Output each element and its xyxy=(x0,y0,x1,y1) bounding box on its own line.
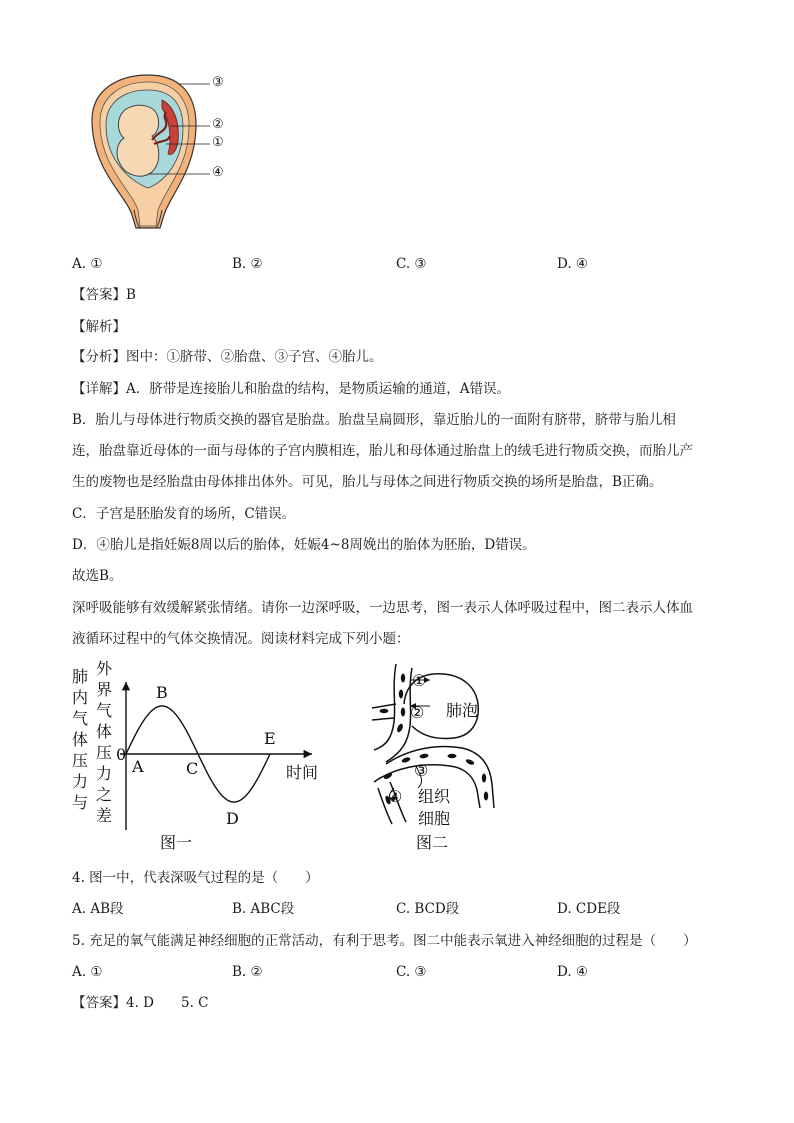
fig2-label-1: ① xyxy=(412,671,427,690)
ylabel-left-char: 力 xyxy=(72,772,89,791)
fig1-label-4: ④ xyxy=(212,165,224,180)
fig2-label-2: ② xyxy=(410,703,425,722)
option-a: A. ① xyxy=(72,256,103,272)
ylabel-left-char: 肺 xyxy=(72,667,89,686)
fig2-label-3: ③ xyxy=(414,761,429,780)
option-d: D. ④ xyxy=(557,256,589,272)
ylabel-right-char: 之 xyxy=(96,785,113,804)
respiration-chart xyxy=(68,660,338,855)
ylabel-left-char: 与 xyxy=(72,793,89,812)
analysis-line: 【分析】图中：①脐带、②胎盘、③子宫、④胎儿。 xyxy=(72,349,383,365)
q5-option-c: C. ③ xyxy=(396,964,427,980)
ylabel-right-char: 外 xyxy=(96,660,113,678)
q4-option-c: C. BCD段 xyxy=(396,901,460,917)
ylabel-left-char: 气 xyxy=(72,709,89,728)
analysis-title: 【解析】 xyxy=(72,319,126,335)
ylabel-right-char: 力 xyxy=(96,764,113,783)
fig2-label-4: ④ xyxy=(388,787,403,806)
q4-option-d: D. CDE段 xyxy=(557,901,621,917)
detail-d: D．④胎儿是指妊娠8周以后的胎体，妊娠4~8周娩出的胎体为胚胎，D错误。 xyxy=(72,537,536,553)
chart-title: 图一 xyxy=(160,833,193,852)
detail-b3: 生的废物也是经胎盘由母体排出体外。可见，胎儿与母体之间进行物质交换的场所是胎盘，B正确。 xyxy=(72,474,663,490)
ylabel-right-char: 压 xyxy=(96,743,113,762)
origin-label: 0 xyxy=(116,745,127,764)
material-p1: 深呼吸能够有效缓解紧张情绪。请你一边深呼吸，一边思考，图一表示人体呼吸过程中，图二表示人体血 xyxy=(72,600,693,616)
detail-b1: B．胎儿与母体进行物质交换的器官是胎盘。胎盘呈扁圆形，靠近胎儿的一面附有脐带，脐带与胎儿相 xyxy=(72,412,676,428)
capillary-upper xyxy=(374,664,412,762)
point-label-d: D xyxy=(226,809,239,828)
fetus xyxy=(117,105,159,176)
ylabel-right-char: 差 xyxy=(96,806,113,825)
answer-line: 【答案】B xyxy=(72,287,136,303)
q5-option-d: D. ④ xyxy=(557,964,589,980)
tissue-label-2: 细胞 xyxy=(418,809,451,828)
fig1-label-1: ① xyxy=(212,135,224,150)
detail-c: C．子宫是胚胎发育的场所，C错误。 xyxy=(72,506,296,522)
point-label-a: A xyxy=(132,757,144,776)
fig1-label-2: ② xyxy=(212,117,224,132)
option-c: C. ③ xyxy=(396,256,427,272)
q5-option-a: A. ① xyxy=(72,964,103,980)
ylabel-right-char: 气 xyxy=(96,701,113,720)
gas-exchange-figure xyxy=(366,664,506,859)
answer-45: 【答案】4. D 5. C xyxy=(72,995,209,1011)
q5-stem: 5. 充足的氧气能满足神经细胞的正常活动，有利于思考。图二中能表示氧进入神经细胞的过程是（ ） xyxy=(72,933,697,949)
q4-option-b: B. ABC段 xyxy=(232,901,295,917)
point-label-b: B xyxy=(156,683,168,702)
ylabel-left-char: 压 xyxy=(72,751,89,770)
tissue-label-1: 组织 xyxy=(418,787,451,806)
uterus-figure xyxy=(78,70,258,230)
detail-line: 【详解】A．脐带是连接胎儿和胎盘的结构，是物质运输的通道，A错误。 xyxy=(72,381,510,397)
q4-option-a: A. AB段 xyxy=(72,901,124,917)
ylabel-left-char: 体 xyxy=(72,730,89,749)
conclusion-line: 故选B。 xyxy=(72,568,123,584)
alveolus-label: 肺泡 xyxy=(446,701,479,720)
point-label-e: E xyxy=(264,729,276,748)
ylabel-left-char: 内 xyxy=(72,688,89,707)
x-axis-label: 时间 xyxy=(286,763,319,782)
fig1-label-3: ③ xyxy=(212,75,224,90)
q4-stem: 4. 图一中，代表深吸气过程的是（ ） xyxy=(72,870,319,886)
fig2-title: 图二 xyxy=(416,833,449,852)
option-b: B. ② xyxy=(232,256,263,272)
ylabel-right-char: 体 xyxy=(96,722,113,741)
q5-option-b: B. ② xyxy=(232,964,263,980)
detail-b2: 连，胎盘靠近母体的一面与母体的子宫内膜相连，胎儿和母体通过胎盘上的绒毛进行物质交换，而胎儿产 xyxy=(72,443,693,459)
ylabel-right-char: 界 xyxy=(96,680,113,699)
material-p2: 液循环过程中的气体交换情况。阅读材料完成下列小题： xyxy=(72,631,410,647)
point-label-c: C xyxy=(186,759,199,778)
